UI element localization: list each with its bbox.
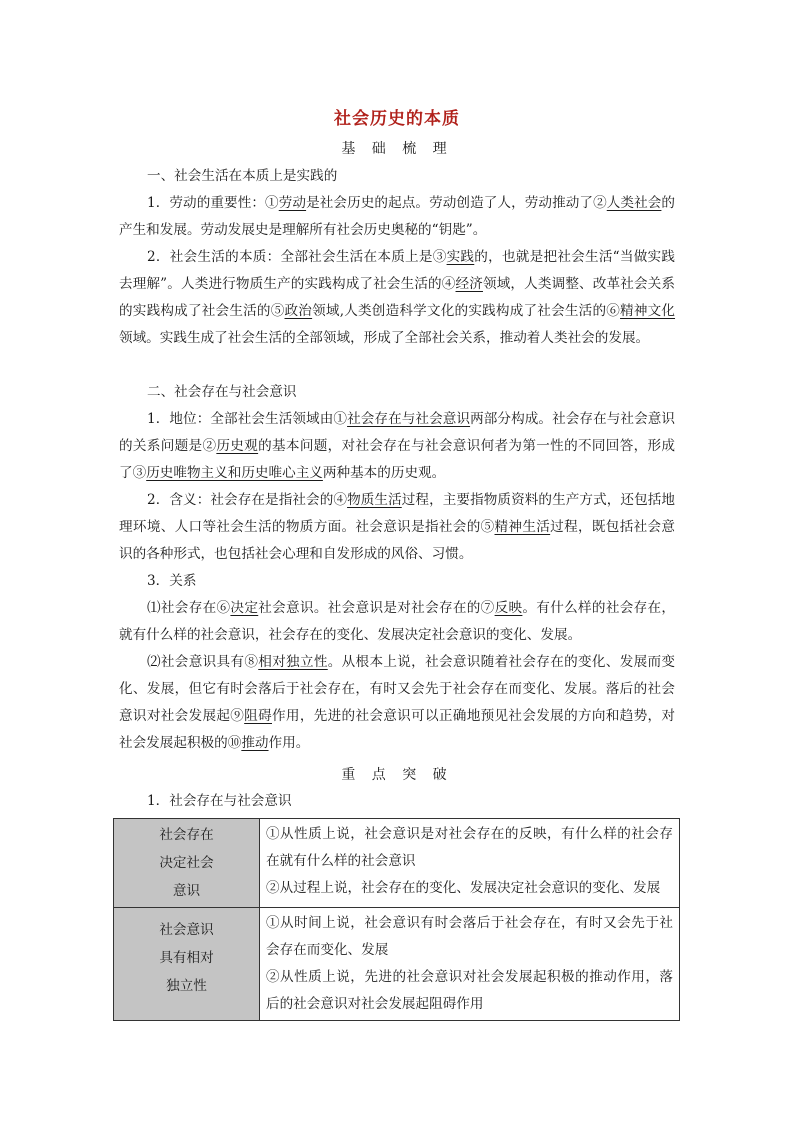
part2-heading: 二、社会存在与社会意识 [147,384,297,400]
key1-heading: 1．社会存在与社会意识 [147,793,292,809]
part1-item1: 1．劳动的重要性：①劳动是社会历史的起点。劳动创造了人，劳动推动了②人类社会的产生和发展。劳动发展史是理解所有社会历史奥秘的“钥匙”。 [119,195,676,238]
part2-sub2: ⑵社会意识具有⑧相对独立性。从根本上说，社会意识随着社会存在的变化、发展而变化、发展，但它有时会落后于社会存在，有时又会先于社会存在而变化、发展。落后的社会意识对社会发展起⑨阻碍作用，先进的社会意识可以正确地预见社会发展的方向和趋势，对社会发展起积极的⑩推动作用。 [119,654,676,751]
part2-item1: 1．地位：全部社会生活领域由①社会存在与社会意识两部分构成。社会存在与社会意识的关系问题是②历史观的基本问题，对社会存在与社会意识何者为第一性的不同回答，形成了③历史唯物主义和历史唯心主义两种基本的历史观。 [119,411,676,481]
row-header: 社会存在 决定社会 意识 [114,819,260,908]
table-row [114,819,680,908]
section-basic-heading: 基 础 梳 理 [341,141,453,157]
row-content: ①从性质上说，社会意识是对社会存在的反映，有什么样的社会存在就有什么样的社会意识 ②从过程上说，社会存在的变化、发展决定社会意识的变化、发展 [260,819,680,908]
blank-answer: 历史观 [216,438,259,454]
blank-answer: 推动 [241,735,269,751]
blank-answer: 精神文化 [620,303,676,319]
row-header: 社会意识 具有相对 独立性 [114,908,260,1021]
blank-answer: 实践 [446,249,475,265]
part2-item2: 2．含义：社会存在是指社会的④物质生活过程，主要指物质资料的生产方式，还包括地理环境、人口等社会生活的物质方面。社会意识是指社会的⑤精神生活过程，既包括社会意识的各种形式，也包括社会心理和自发形成的风俗、习惯。 [119,492,676,562]
blank-answer: 社会存在与社会意识 [347,411,471,427]
blank-answer: 人类社会 [606,195,662,211]
blank-answer: 历史唯物主义和历史唯心主义 [146,465,323,481]
part2 [119,379,675,757]
blank-answer: 决定 [230,600,259,616]
blank-answer: 政治 [284,303,313,319]
page-title: 社会历史的本质 [334,109,460,129]
part2-item3-heading: 3．关系 [147,573,197,589]
part1 [119,163,675,352]
table-row [114,908,680,1021]
row-content: ①从时间上说，社会意识有时会落后于社会存在，有时又会先于社会存在而变化、发展 ②从性质上说，先进的社会意识对社会发展起积极的推动作用，落后的社会意识对社会发展起阻碍作用 [260,908,680,1021]
part1-heading: 一、社会生活在本质上是实践的 [147,168,338,184]
part2-sub1: ⑴社会存在⑥决定社会意识。社会意识是对社会存在的⑦反映。有什么样的社会存在，就有什么样的社会意识，社会存在的变化、发展决定社会意识的变化、发展。 [119,600,676,643]
blank-answer: 物质生活 [347,492,402,508]
blank-answer: 反映 [494,600,523,616]
key1 [119,788,675,815]
part1-item2: 2．社会生活的本质：全部社会生活在本质上是③实践的，也就是把社会生活“当做实践去理解”。人类进行物质生产的实践构成了社会生活的④经济领域，人类调整、改革社会关系的实践构成了社会生活的⑤政治领域,人类创造科学文化的实践构成了社会生活的⑥精神文化领域。实践生成了社会生活的全部领域，形成了全部社会关系，推动着人类社会的发展。 [119,249,676,346]
comparison-table [113,818,680,1021]
blank-answer: 阻碍 [244,708,272,724]
blank-answer: 精神生活 [494,519,551,535]
blank-answer: 经济 [455,276,483,292]
section-key-heading: 重 点 突 破 [341,767,453,783]
blank-answer: 劳动 [278,195,307,211]
blank-answer: 相对独立性 [258,654,328,670]
